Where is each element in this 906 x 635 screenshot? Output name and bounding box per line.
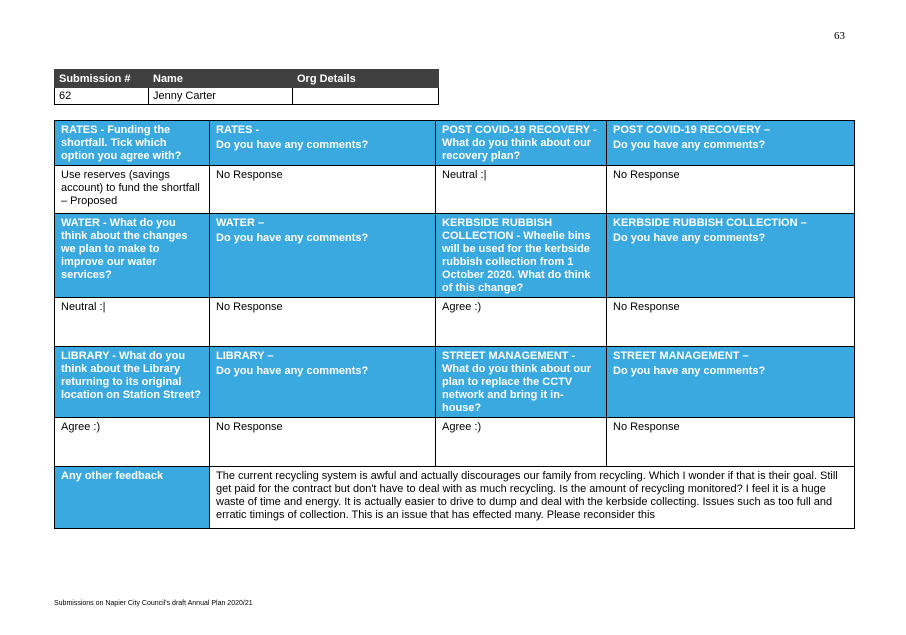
answer-cell: No Response xyxy=(210,418,436,467)
submitter-name: Jenny Carter xyxy=(149,88,293,105)
question-cell: STREET MANAGEMENT - What do you think about our plan to replace the CCTV network and bring it in-house? xyxy=(436,347,607,418)
answer-cell: Agree :) xyxy=(436,298,607,347)
answer-cell: Neutral :| xyxy=(436,166,607,214)
answer-cell: No Response xyxy=(210,166,436,214)
question-cell: KERBSIDE RUBBISH COLLECTION - Wheelie bins will be used for the kerbside rubbish collection from 1 October 2020. What do think of this change? xyxy=(436,214,607,298)
submission-header-row xyxy=(55,70,439,88)
feedback-label: Any other feedback xyxy=(55,467,210,529)
question-cell: LIBRARY – Do you have any comments? xyxy=(210,347,436,418)
submission-number: 62 xyxy=(55,88,149,105)
page-footer: Submissions on Napier City Council's draft Annual Plan 2020/21 xyxy=(54,600,253,607)
header-submission-number: Submission # xyxy=(55,70,149,88)
answer-cell: No Response xyxy=(210,298,436,347)
question-cell: KERBSIDE RUBBISH COLLECTION – Do you have any comments? xyxy=(607,214,855,298)
answer-cell: No Response xyxy=(607,298,855,347)
question-row xyxy=(55,121,855,166)
question-row xyxy=(55,347,855,418)
question-cell: RATES - Do you have any comments? xyxy=(210,121,436,166)
answer-cell: No Response xyxy=(607,418,855,467)
answer-cell: Neutral :| xyxy=(55,298,210,347)
question-cell: POST COVID-19 RECOVERY - What do you think about our recovery plan? xyxy=(436,121,607,166)
question-row xyxy=(55,214,855,298)
answer-cell: Agree :) xyxy=(55,418,210,467)
submission-table xyxy=(54,69,439,105)
answer-row xyxy=(55,166,855,214)
answer-cell: No Response xyxy=(607,166,855,214)
feedback-text: The current recycling system is awful and actually discourages our family from recycling. Which I wonder if that is their goal. Still get paid for the contract but don't have to deal with as much recycling. Is the amount of recycling monitored? I feel it is a huge waste of time and energy. It is actually easier to drive to dump and deal with the kerbside collecting. Issues such as too full and erratic timings of collection. This is an issue that has effected many. Please reconsider this xyxy=(210,467,855,529)
answer-cell: Use reserves (savings account) to fund the shortfall – Proposed xyxy=(55,166,210,214)
question-cell: RATES - Funding the shortfall. Tick which option you agree with? xyxy=(55,121,210,166)
question-cell: WATER – Do you have any comments? xyxy=(210,214,436,298)
page-number: 63 xyxy=(834,30,845,42)
responses-table xyxy=(54,120,855,529)
header-name: Name xyxy=(149,70,293,88)
question-cell: STREET MANAGEMENT – Do you have any comments? xyxy=(607,347,855,418)
submission-value-row xyxy=(55,88,439,105)
question-cell: WATER - What do you think about the changes we plan to make to improve our water services? xyxy=(55,214,210,298)
answer-row xyxy=(55,298,855,347)
answer-row xyxy=(55,418,855,467)
org-details xyxy=(293,88,439,105)
feedback-row xyxy=(55,467,855,529)
question-cell: POST COVID-19 RECOVERY – Do you have any comments? xyxy=(607,121,855,166)
answer-cell: Agree :) xyxy=(436,418,607,467)
question-cell: LIBRARY - What do you think about the Library returning to its original location on Station Street? xyxy=(55,347,210,418)
header-org-details: Org Details xyxy=(293,70,439,88)
